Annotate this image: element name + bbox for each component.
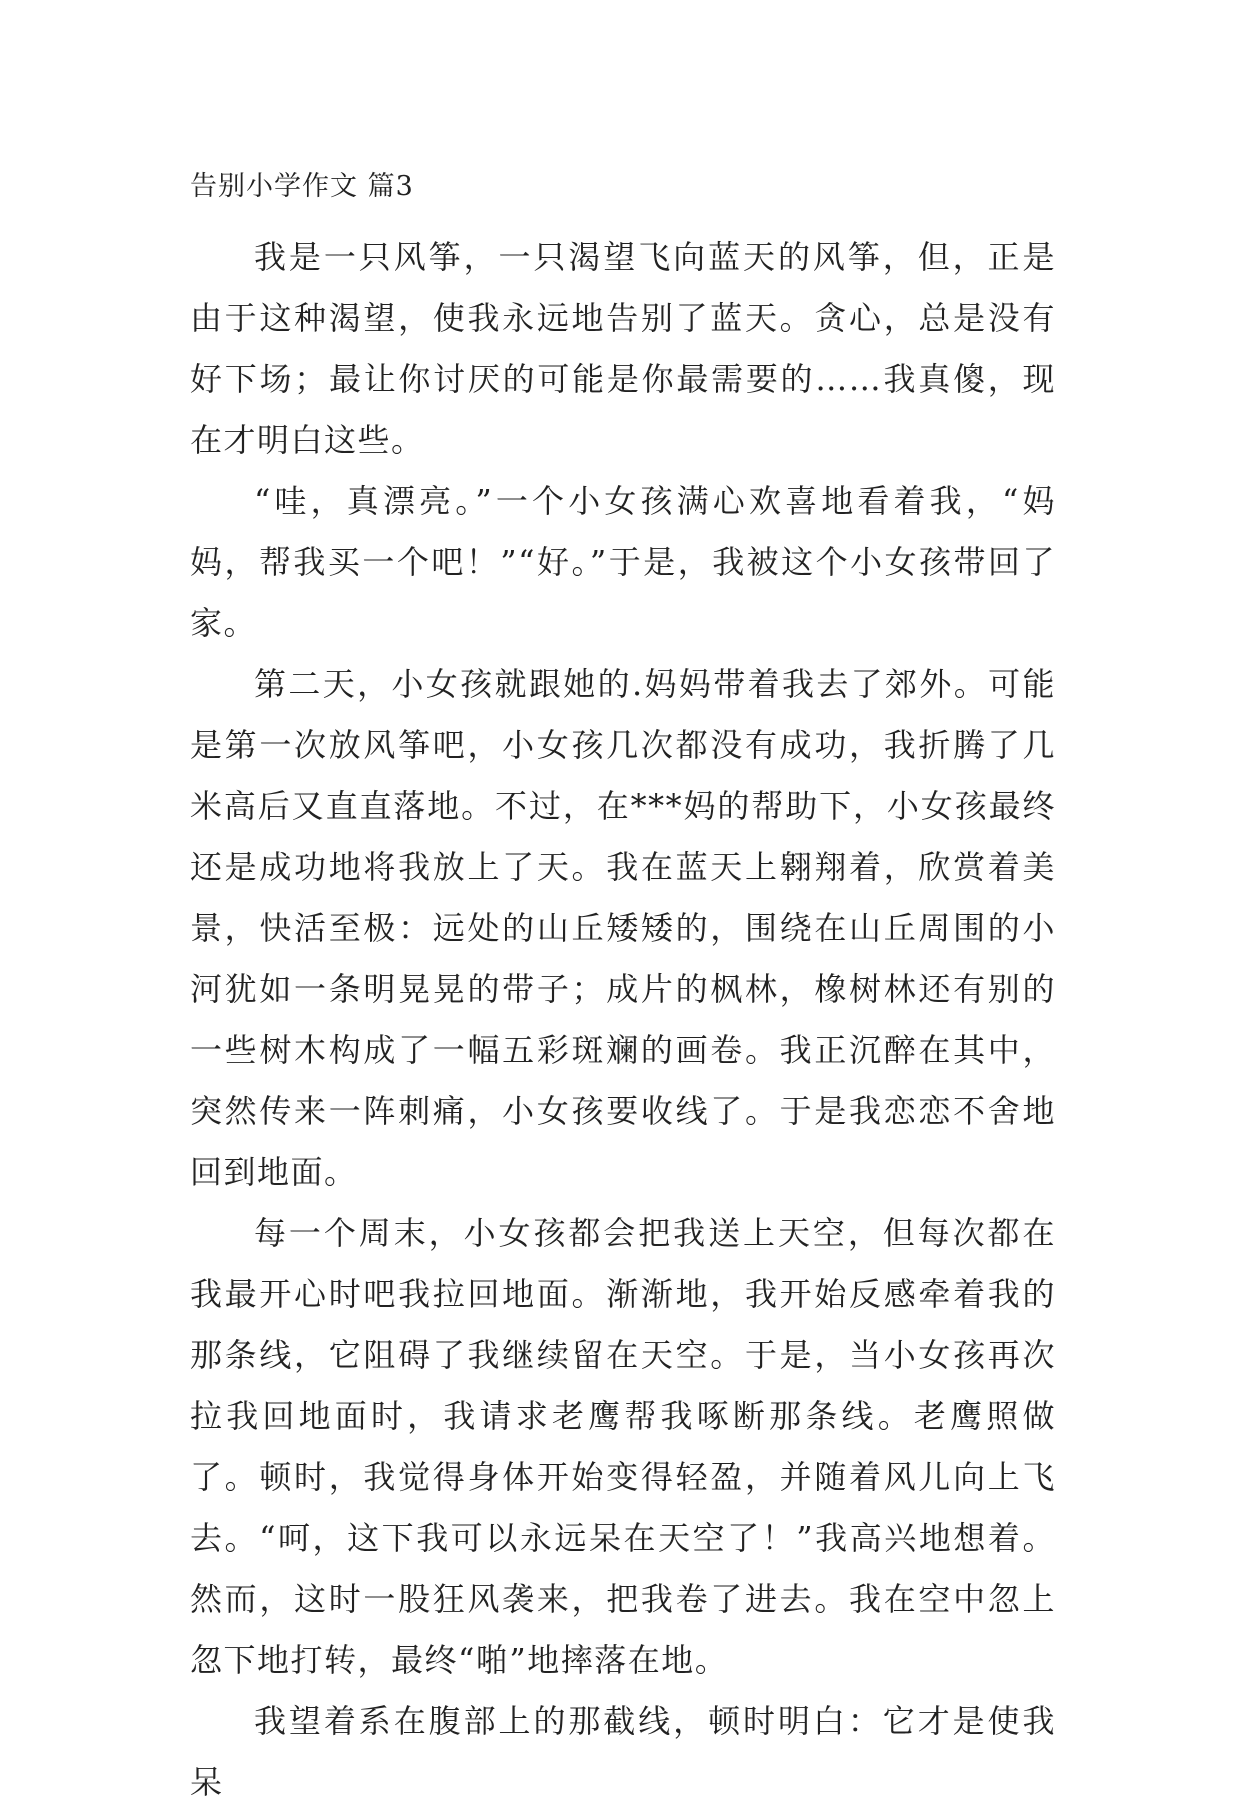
paragraph-4: 每一个周末，小女孩都会把我送上天空，但每次都在我最开心时吧我拉回地面。渐渐地，我开始反感牵着我的那条线，它阻碍了我继续留在天空。于是，当小女孩再次拉我回地面时，我请求老鹰帮我啄断那条线。老鹰照做了。顿时，我觉得身体开始变得轻盈，并随着风儿向上飞去。“呵，这下我可以永远呆在天空了！”我高兴地想着。然而，这时一股狂风袭来，把我卷了进去。我在空中忽上忽下地打转，最终“啪”地摔落在地。: [190, 1214, 1056, 1679]
paragraph-5: 我望着系在腹部上的那截线，顿时明白：它才是使我呆: [190, 1702, 1056, 1801]
essay-title: 告别小学作文 篇3: [190, 171, 414, 202]
paragraph-3: 第二天，小女孩就跟她的.妈妈带着我去了郊外。可能是第一次放风筝吧，小女孩几次都没有成功，我折腾了几米高后又直直落地。不过，在***妈的帮助下，小女孩最终还是成功地将我放上了天。我在蓝天上翱翔着，欣赏着美景，快活至极：远处的山丘矮矮的，围绕在山丘周围的小河犹如一条明晃晃的带子；成片的枫林，橡树林还有别的一些树木构成了一幅五彩斑斓的画卷。我正沉醉在其中，突然传来一阵刺痛，小女孩要收线了。于是我恋恋不舍地回到地面。: [190, 665, 1056, 1191]
paragraph-1: 我是一只风筝，一只渴望飞向蓝天的风筝，但，正是由于这种渴望，使我永远地告别了蓝天。贪心，总是没有好下场；最让你讨厌的可能是你最需要的……我真傻，现在才明白这些。: [190, 238, 1056, 459]
paragraph-2: “哇，真漂亮。”一个小女孩满心欢喜地看着我，“妈妈，帮我买一个吧！”“好。”于是，我被这个小女孩带回了家。: [190, 482, 1056, 642]
document-body: [190, 165, 1056, 1813]
